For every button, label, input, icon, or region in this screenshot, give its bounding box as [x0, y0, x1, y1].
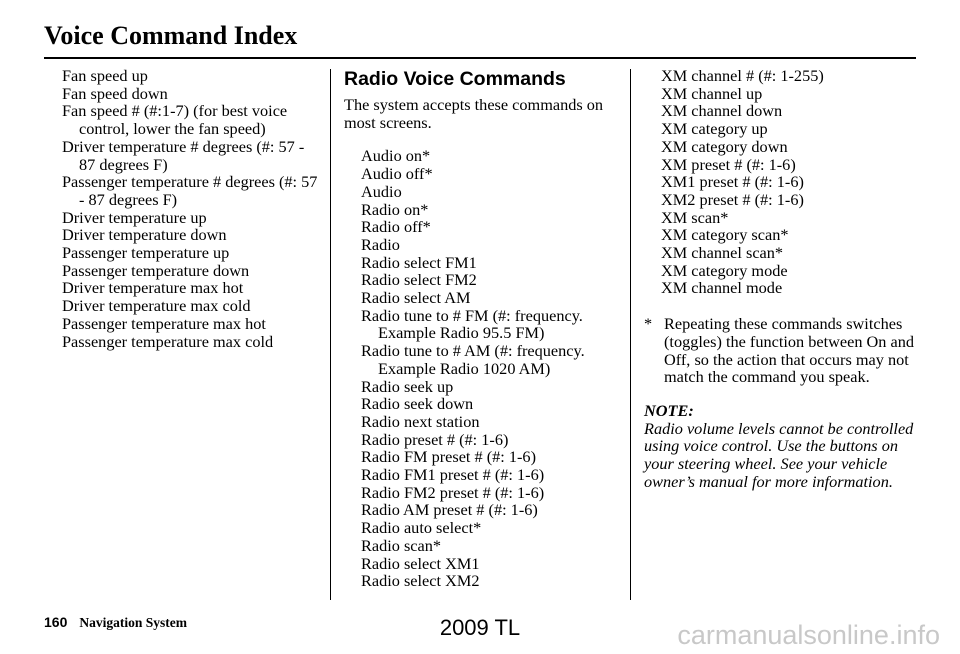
list-item: XM channel # (#: 1-255)	[661, 66, 824, 85]
footnote	[644, 315, 920, 386]
footer-section: Navigation System	[79, 615, 187, 630]
page-number: 160	[44, 614, 68, 630]
watermark: carmanualsonline.info	[677, 620, 940, 650]
list-item: XM preset # (#: 1-6)	[661, 154, 796, 174]
list-item: Radio scan*	[361, 535, 442, 555]
list-item: Fan speed up	[62, 66, 148, 85]
list-item: Radio tune to # AM (#: frequency. Example Radio 1020 AM)	[361, 341, 585, 378]
list-item: XM channel up	[661, 83, 763, 103]
list-item: Radio tune to # FM (#: frequency. Example Radio 95.5 FM)	[361, 305, 583, 343]
list-item: Radio off*	[361, 217, 431, 237]
radio-command-list	[344, 147, 622, 590]
list-item: Radio auto select*	[361, 518, 482, 538]
list-item: Driver temperature down	[62, 225, 227, 245]
list-item: XM category down	[661, 136, 788, 156]
list-item: Radio FM preset # (#: 1-6)	[361, 447, 536, 467]
list-item: Fan speed down	[62, 83, 168, 103]
list-item: XM channel mode	[661, 278, 783, 298]
list-item: Fan speed # (#:1-7) (for best voice control, lower the fan speed)	[62, 101, 288, 139]
list-item: Radio seek up	[361, 376, 454, 396]
footnote-mark: *	[644, 314, 653, 334]
list-item: XM category scan*	[661, 225, 789, 245]
list-item: Passenger temperature down	[62, 260, 250, 280]
list-item: XM2 preset # (#: 1-6)	[661, 189, 804, 209]
list-item: Radio	[361, 234, 400, 254]
section-intro: The system accepts these commands on most screens.	[344, 95, 604, 132]
list-item: Audio off*	[361, 164, 433, 184]
column-divider	[330, 69, 331, 600]
list-item: Driver temperature max hot	[62, 278, 244, 298]
note-heading: NOTE:	[644, 400, 694, 420]
list-item: Radio preset # (#: 1-6)	[361, 429, 509, 449]
list-item: Radio seek down	[361, 394, 474, 414]
list-item: Passenger temperature # degrees (#: 57 - 87 degrees F)	[62, 172, 318, 209]
list-item: Radio next station	[361, 411, 480, 431]
list-item: Radio select XM1	[361, 553, 480, 573]
footnote-text: Repeating these commands switches (toggles) the function between On and Off, so the action that occurs may not match the command you speak.	[664, 314, 915, 387]
list-item: Radio select FM1	[361, 252, 477, 272]
list-item: Passenger temperature up	[62, 243, 230, 263]
list-item: XM category up	[661, 119, 768, 139]
right-column	[644, 67, 920, 490]
list-item: Driver temperature max cold	[62, 296, 251, 316]
list-item: XM channel scan*	[661, 243, 784, 263]
list-item: Radio select XM2	[361, 571, 480, 591]
middle-column	[344, 67, 622, 590]
list-item: Radio FM1 preset # (#: 1-6)	[361, 465, 545, 485]
list-item: XM channel down	[661, 101, 783, 121]
list-item: Radio FM2 preset # (#: 1-6)	[361, 482, 545, 502]
page-title: Voice Command Index	[44, 21, 298, 50]
list-item: Radio select FM2	[361, 270, 477, 290]
list-item: XM1 preset # (#: 1-6)	[661, 172, 804, 192]
xm-command-list	[644, 67, 920, 297]
left-column	[62, 67, 320, 350]
list-item: XM category mode	[661, 260, 788, 280]
note-text: Radio volume levels cannot be controlled using voice control. Use the buttons on your steering wheel. See your vehicle owner’s manual for more information.	[644, 418, 914, 491]
list-item: Driver temperature # degrees (#: 57 - 87 degrees F)	[62, 136, 305, 174]
list-item: Audio on*	[361, 146, 431, 166]
section-title: Radio Voice Commands	[344, 68, 566, 90]
column-divider	[630, 69, 631, 600]
list-item: Passenger temperature max cold	[62, 331, 274, 351]
list-item: Radio on*	[361, 199, 429, 219]
list-item: Passenger temperature max hot	[62, 313, 266, 333]
model-label: 2009 TL	[439, 615, 521, 640]
header-rule	[44, 57, 916, 59]
note	[644, 402, 920, 491]
list-item: Radio AM preset # (#: 1-6)	[361, 500, 538, 520]
list-item: Radio select AM	[361, 288, 471, 308]
list-item: XM scan*	[661, 207, 729, 227]
list-item: Audio	[361, 181, 402, 201]
list-item: Driver temperature up	[62, 207, 207, 227]
